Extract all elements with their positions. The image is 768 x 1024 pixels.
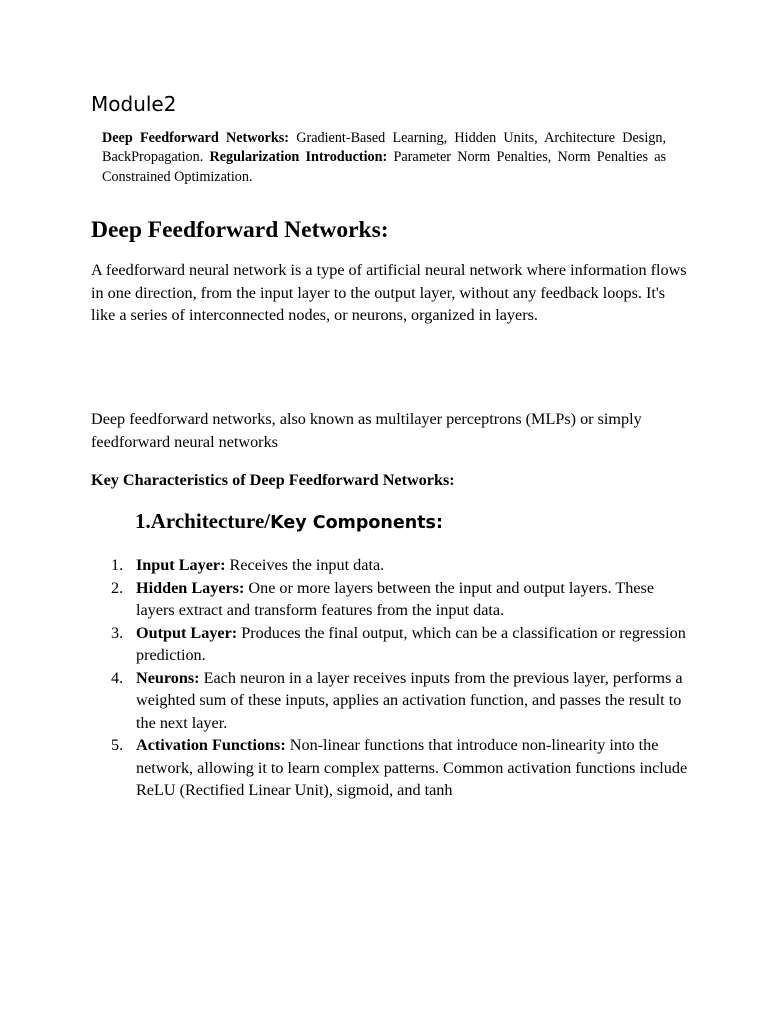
list-item-label: Activation Functions: xyxy=(136,736,286,754)
list-item-label: Input Layer: xyxy=(136,556,226,574)
architecture-heading xyxy=(135,507,443,537)
architecture-heading-part2: Key Components: xyxy=(270,513,443,533)
list-item-number: 3. xyxy=(111,623,124,642)
list-item-number: 4. xyxy=(111,668,124,687)
list-item-label: Output Layer: xyxy=(136,623,238,642)
intro-paragraph: A feedforward neural network is a type of artificial neural network where information flows in one direction, from the input layer to the output layer, without any feedback loops. It's like a series of interconnected nodes, or neurons, organized in layers. xyxy=(91,261,687,324)
syllabus-summary xyxy=(102,129,666,187)
syllabus-topic1-label: Deep Feedforward Networks: xyxy=(102,130,289,146)
list-item-number: 1. xyxy=(111,556,124,574)
list-item-text: Receives the input data. xyxy=(229,556,385,574)
list-item-label: Neurons: xyxy=(136,668,200,687)
list-item-number: 2. xyxy=(111,578,124,597)
list-item-label: Hidden Layers: xyxy=(136,578,245,597)
list-item xyxy=(91,734,691,802)
list-item xyxy=(91,667,691,735)
list-item-text: Each neuron in a layer receives inputs from the previous layer, performs a weighted sum of these inputs, applies an activation function, and passes the result to the next layer. xyxy=(136,668,683,732)
list-item xyxy=(91,577,691,622)
list-item-text: One or more layers between the input and output layers. These layers extract and transform features from the input data. xyxy=(136,578,655,619)
syllabus-topic2-label: Regularization Introduction: xyxy=(209,149,388,166)
list-item-text: Produces the final output, which can be a classification or regression prediction. xyxy=(136,623,686,664)
components-list xyxy=(91,554,691,802)
syllabus-topic2-text: Parameter Norm Penalties, Norm Penalties as Constrained Optimization. xyxy=(102,149,667,185)
syllabus-topic1-text: Gradient-Based Learning, Hidden Units, Architecture Design, BackPropagation. xyxy=(102,130,666,166)
mlp-paragraph: Deep feedforward networks, also known as multilayer perceptrons (MLPs) or simply feedforward neural networks xyxy=(91,410,642,451)
list-item xyxy=(91,622,691,667)
architecture-heading-part1: 1.Architecture/ xyxy=(135,509,271,533)
module-title: Module2 xyxy=(91,92,177,116)
key-characteristics-heading: Key Characteristics of Deep Feedforward Networks: xyxy=(91,471,455,489)
list-item-number: 5. xyxy=(111,736,124,754)
list-item-text: Non-linear functions that introduce non-linearity into the network, allowing it to learn complex patterns. Common activation functions include ReLU (Rectified Linear Unit), sigmoid, and tanh xyxy=(136,736,688,799)
section-heading: Deep Feedforward Networks: xyxy=(91,217,389,243)
list-item xyxy=(91,554,691,577)
